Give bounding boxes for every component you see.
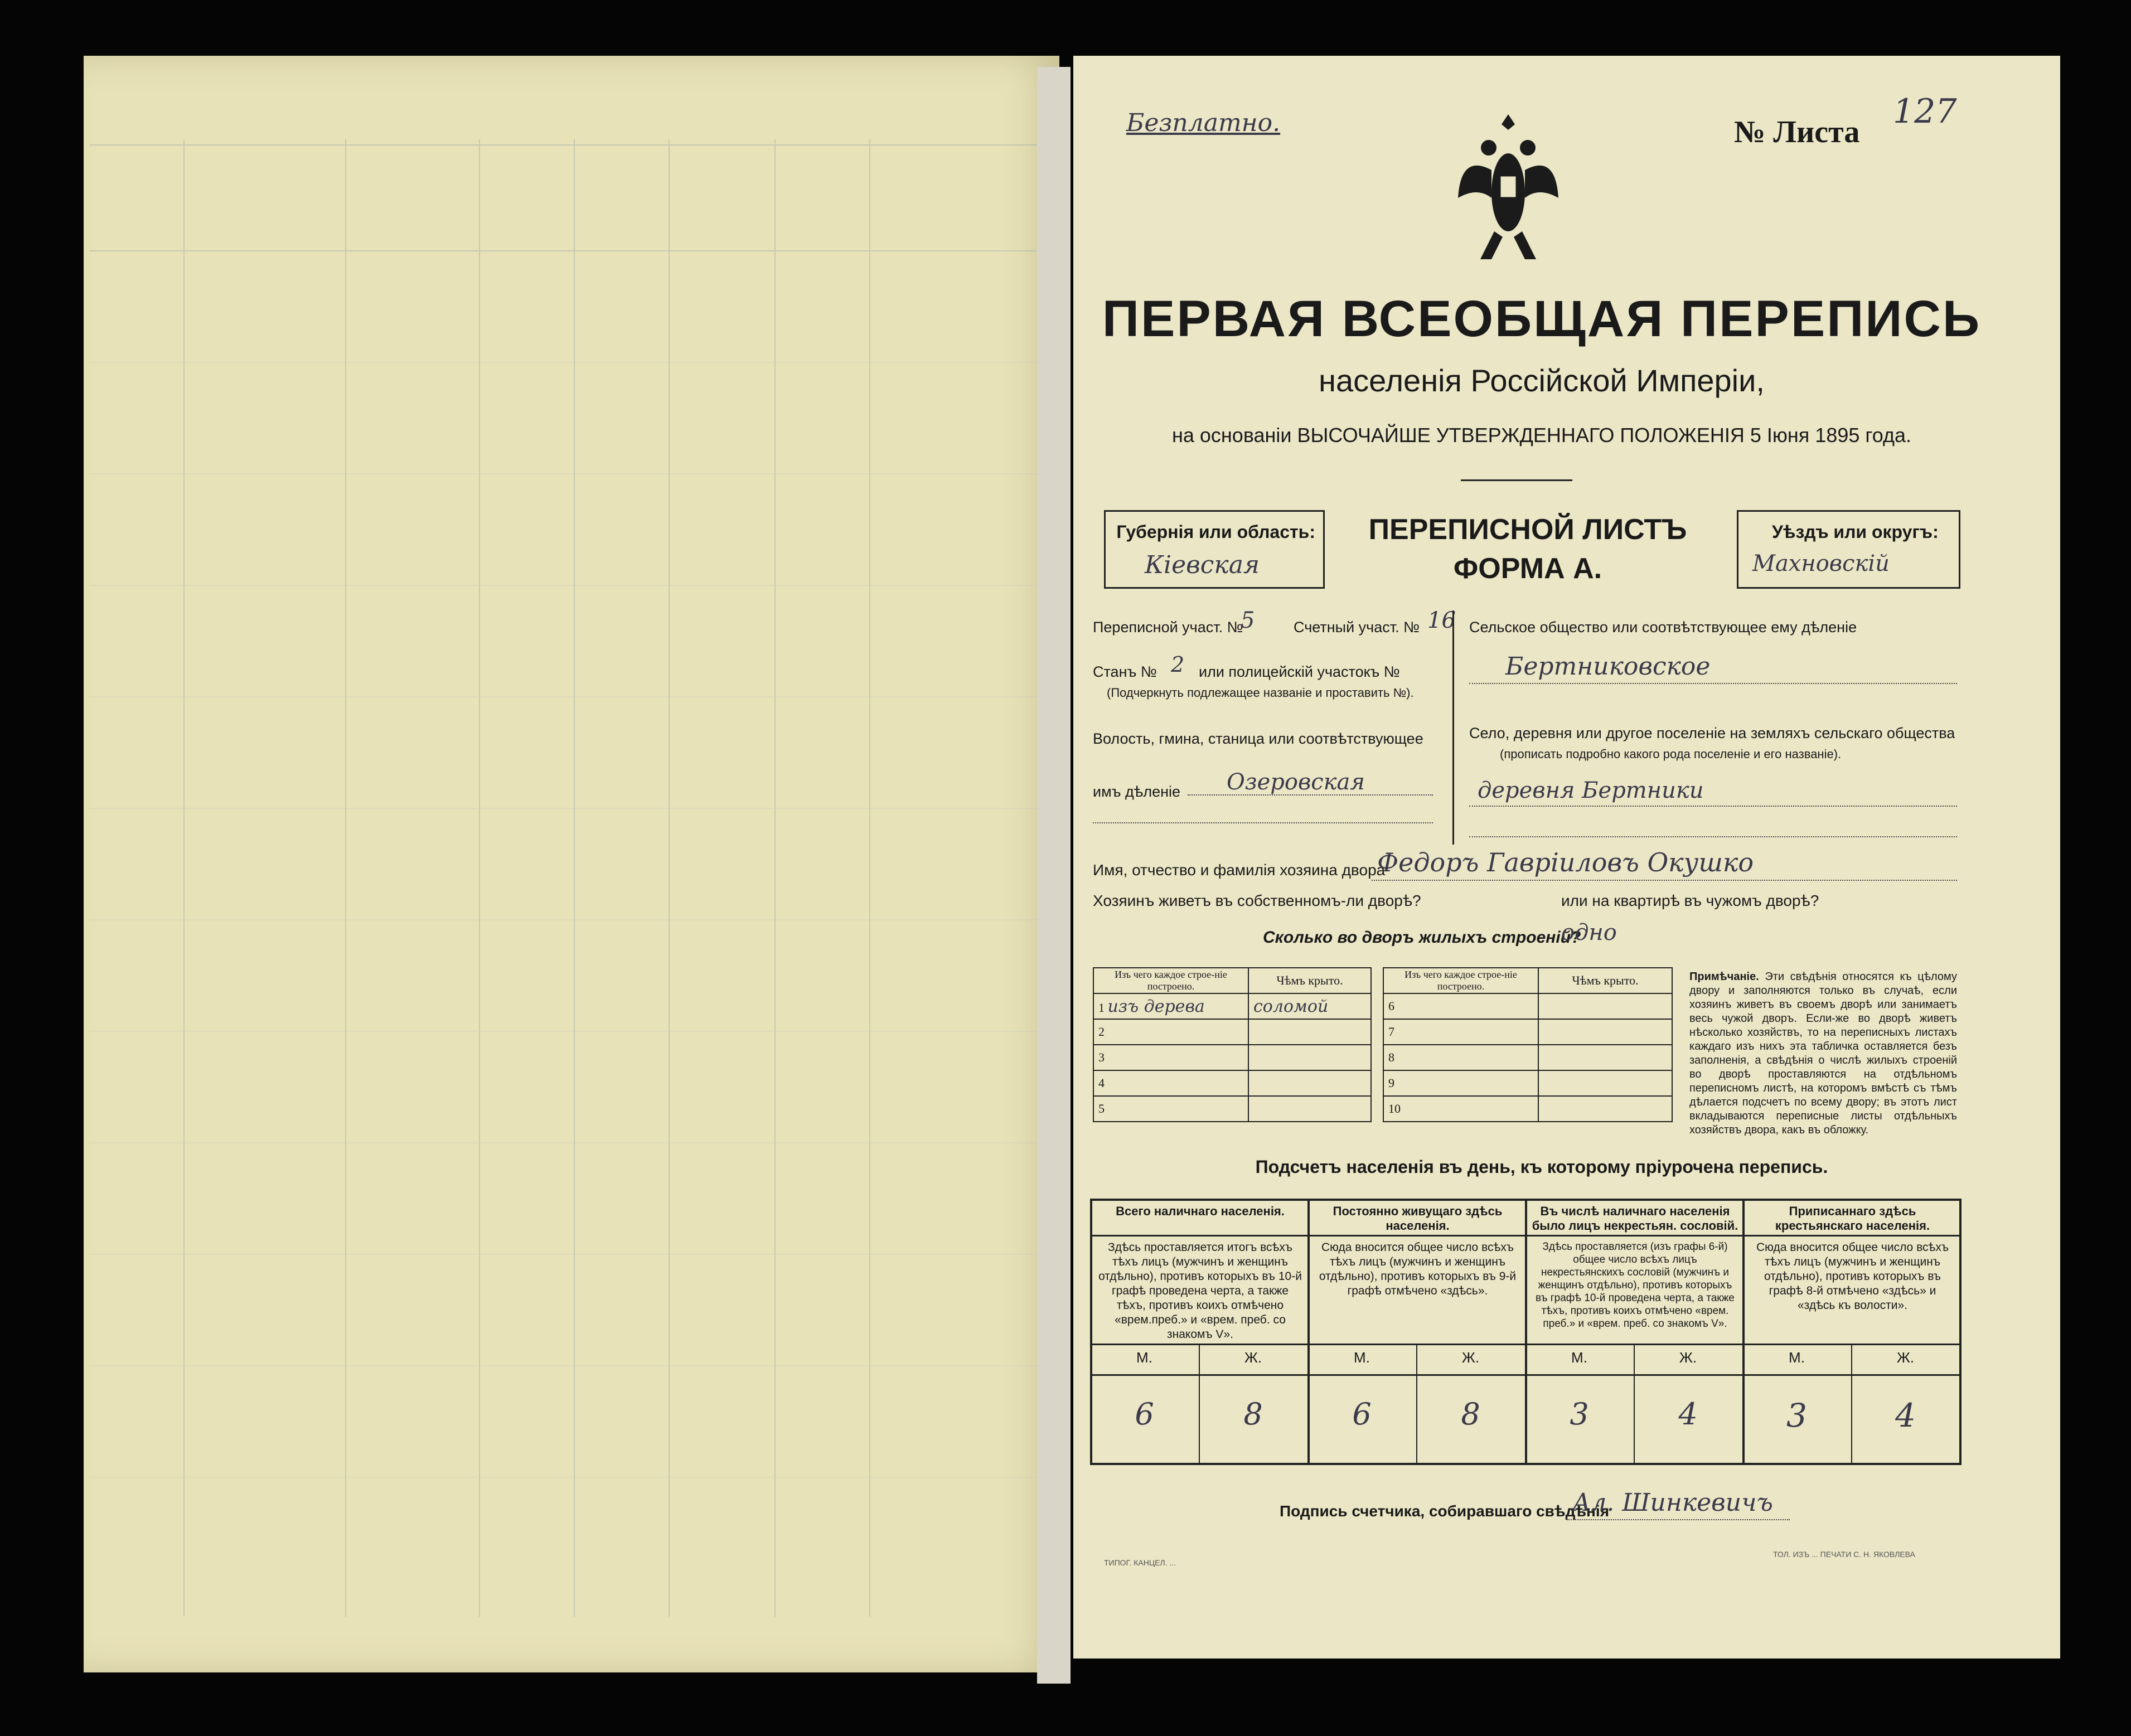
table-row: 1 изъ дерева соломой xyxy=(1093,993,1371,1019)
society-value: Бертниковское xyxy=(1505,652,1711,681)
buildings-note xyxy=(1689,970,1957,1137)
village-extra-line xyxy=(1469,836,1957,837)
male-count: 6 xyxy=(1352,1396,1372,1432)
count-section-value: 16 xyxy=(1427,608,1456,633)
population-title: Подсчетъ населенія въ день, къ которому пріурочена перепись. xyxy=(1255,1157,1828,1177)
male-label: М. xyxy=(1136,1349,1152,1366)
volost-line xyxy=(1188,794,1433,796)
village-note: (прописать подробно какого рода поселеніе и его названіе). xyxy=(1500,747,1842,761)
female-count: 8 xyxy=(1461,1396,1480,1432)
police-note: (Подчеркнуть подлежащее названіе и проставить №). xyxy=(1107,686,1414,700)
volost-extra-line xyxy=(1093,822,1433,823)
police-label: или полицейскій участокъ № xyxy=(1199,663,1400,680)
form-title: ПЕРВАЯ ВСЕОБЩАЯ ПЕРЕПИСЬ xyxy=(1102,290,1982,347)
society-line xyxy=(1469,683,1957,684)
note-text: Эти свѣдѣнія относятся къ цѣлому двору и заполняются только въ случаѣ, если хозяинъ живетъ въ своемъ дворѣ или занимаетъ весь чужой дворъ. Если-же во дворѣ живетъ нѣсколько хозяйствъ, то на переписныхъ листахъ каждаго изъ нихъ эта табличка оставляется безъ заполненія, а свѣдѣнія о числѣ жилыхъ строеній во дворѣ проставляются на отдѣльномъ переписномъ листѣ, на которомъ вмѣстѣ съ тѣмъ дѣлается подсчетъ по всему двору; въ этотъ лист вкладываются переписные листы отдѣльныхъ хозяйствъ двора, какъ въ обложку. xyxy=(1689,971,1957,1136)
imperial-eagle-icon xyxy=(1455,109,1561,265)
village-value: деревня Бертники xyxy=(1478,778,1704,803)
census-section-label: Переписной участ. № xyxy=(1093,619,1243,636)
buildings-count-label: Сколько во дворъ жилыхъ строеній? xyxy=(1263,928,1581,947)
buildings-count-value: одно xyxy=(1561,920,1617,945)
owner-lives-alt-label: или на квартирѣ въ чужомъ дворѣ? xyxy=(1561,892,1819,909)
signature-label: Подпись счетчика, собиравшаго свѣдѣнія xyxy=(1280,1502,1610,1520)
village-label: Село, деревня или другое поселеніе на земляхъ сельскаго общества xyxy=(1469,725,1955,741)
signature-line xyxy=(1567,1519,1790,1520)
province-value: Кіевская xyxy=(1145,551,1260,579)
province-box xyxy=(1104,510,1325,589)
volost-value: Озеровская xyxy=(1227,769,1365,795)
female-label: Ж. xyxy=(1461,1349,1480,1366)
female-count: 8 xyxy=(1243,1396,1263,1432)
sheet-number-label: № Листа xyxy=(1734,115,1860,149)
ornament-divider xyxy=(1461,479,1572,481)
material-value: изъ дерева xyxy=(1107,996,1205,1016)
male-count: 3 xyxy=(1570,1396,1589,1432)
owner-name-value: Федоръ Гавріиловъ Окушко xyxy=(1377,847,1754,877)
population-col-header: Въ числѣ наличнаго населенія было лицъ некрестьян. сословій. xyxy=(1532,1204,1738,1233)
table-row: 6 xyxy=(1383,993,1672,1019)
population-col-desc: Здѣсь проставляется (изъ графы 6-й) общее число всѣхъ лицъ некрестьянскихъ сословій (мужчинъ и женщинъ отдѣльно), противъ которыхъ въ графѣ 10-й проведена черта, а также тѣхъ, противъ коихъ отмѣчено «врем. преб.» и «врем. преб. со знакомъ V». xyxy=(1536,1241,1735,1330)
female-count: 4 xyxy=(1678,1396,1698,1432)
male-label: М. xyxy=(1571,1349,1587,1366)
female-label: Ж. xyxy=(1244,1349,1262,1366)
table-row: 5 xyxy=(1093,1096,1371,1122)
census-section-value: 5 xyxy=(1241,608,1255,633)
county-label: Уѣздъ или округъ: xyxy=(1772,522,1939,542)
owner-lives-label: Хозяинъ живетъ въ собственномъ-ли дворѣ? xyxy=(1093,892,1421,909)
male-label: М. xyxy=(1789,1349,1805,1366)
roof-header: Чѣмъ крыто. xyxy=(1248,968,1371,993)
left-page-faint-grid xyxy=(89,139,1037,1617)
table-row: 7 xyxy=(1383,1019,1672,1045)
county-value: Махновскій xyxy=(1752,551,1890,576)
volost-label-2: имъ дѣленіе xyxy=(1093,783,1181,800)
female-label: Ж. xyxy=(1679,1349,1697,1366)
buildings-table-left xyxy=(1093,967,1372,1122)
male-count: 3 xyxy=(1786,1396,1807,1434)
buildings-table-right xyxy=(1383,967,1673,1122)
free-label: Безплатно. xyxy=(1126,109,1281,137)
printer-mark-right: ТОЛ. ИЗЪ ... ПЕЧАТИ С. Н. ЯКОВЛЕВА xyxy=(1773,1550,1915,1559)
province-label: Губернія или область: xyxy=(1116,522,1315,542)
female-count: 4 xyxy=(1895,1396,1916,1434)
material-header: Изъ чего каждое строе-ніе построено. xyxy=(1093,968,1248,993)
form-subtitle: населенія Россійской Имперіи, xyxy=(1319,363,1765,398)
material-header-2: Изъ чего каждое строе-ніе построено. xyxy=(1383,968,1538,993)
population-col-header: Постоянно живущаго здѣсь населенія. xyxy=(1333,1204,1503,1233)
form-sheet-title: ПЕРЕПИСНОЙ ЛИСТЪ xyxy=(1368,513,1687,546)
population-col-desc: Сюда вносится общее число всѣхъ тѣхъ лицъ (мужчинъ и женщинъ отдѣльно), противъ которыхъ въ 9-й графѣ отмѣчено «здѣсь». xyxy=(1319,1241,1517,1297)
book-spine xyxy=(1037,67,1071,1684)
table-row: 4 xyxy=(1093,1070,1371,1096)
population-col-desc: Здѣсь проставляется итогъ всѣхъ тѣхъ лицъ (мужчинъ и женщинъ отдѣльно), противъ которыхъ въ 10-й графѣ проведена черта, а также тѣхъ, противъ коихъ отмѣчено «врем.преб.» и «врем. преб. со знакомъ V». xyxy=(1098,1241,1302,1341)
table-row: 3 xyxy=(1093,1045,1371,1070)
count-section-label: Счетный участ. № xyxy=(1294,619,1420,636)
table-row: 9 xyxy=(1383,1070,1672,1096)
male-label: М. xyxy=(1354,1349,1370,1366)
note-title: Примѣчаніе. xyxy=(1689,971,1759,983)
roof-value: соломой xyxy=(1248,993,1371,1019)
population-col-header: Всего наличнаго населенія. xyxy=(1116,1204,1285,1218)
owner-name-label: Имя, отчество и фамилія хозяина двора xyxy=(1093,861,1386,879)
table-row: 8 xyxy=(1383,1045,1672,1070)
form-type: ФОРМА А. xyxy=(1453,552,1602,585)
sheet-number-value: 127 xyxy=(1893,92,1957,131)
male-count: 6 xyxy=(1135,1396,1154,1432)
table-row: 10 xyxy=(1383,1096,1672,1122)
table-row: 2 xyxy=(1093,1019,1371,1045)
female-label: Ж. xyxy=(1896,1349,1915,1366)
signature-value: Ал. Шинкевичъ xyxy=(1572,1488,1773,1517)
society-label: Сельское общество или соотвѣтствующее ему дѣленіе xyxy=(1469,619,1857,636)
printer-mark-left: ТИПОГ. КАНЦЕЛ. ... xyxy=(1104,1558,1176,1567)
population-col-header: Приписаннаго здѣсь крестьянскаго населенія. xyxy=(1775,1204,1930,1233)
stan-value: 2 xyxy=(1171,652,1185,677)
field-divider xyxy=(1452,610,1454,845)
county-box xyxy=(1737,510,1960,589)
owner-name-line xyxy=(1372,880,1957,881)
roof-header-2: Чѣмъ крыто. xyxy=(1538,968,1672,993)
village-line xyxy=(1469,806,1957,807)
legal-basis: на основаніи ВЫСОЧАЙШЕ УТВЕРЖДЕННАГО ПОЛОЖЕНІЯ 5 Іюня 1895 года. xyxy=(1171,424,1911,447)
stan-label: Станъ № xyxy=(1093,663,1157,680)
volost-label: Волость, гмина, станица или соотвѣтствующее xyxy=(1093,730,1423,747)
population-col-desc: Сюда вносится общее число всѣхъ тѣхъ лицъ (мужчинъ и женщинъ отдѣльно), противъ которыхъ въ графѣ 8-й отмѣчено «здѣсь» и «здѣсь къ волости». xyxy=(1756,1241,1949,1312)
